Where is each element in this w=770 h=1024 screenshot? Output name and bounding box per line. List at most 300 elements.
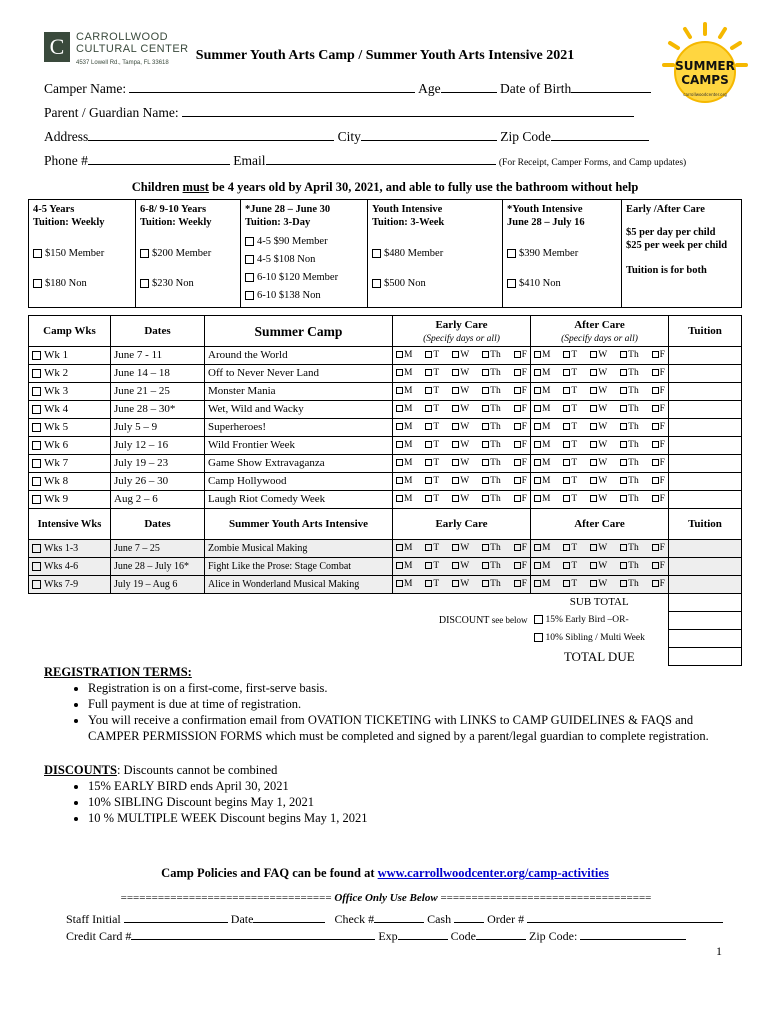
early-care-days (393, 437, 531, 455)
day-checkbox[interactable]: F (652, 455, 665, 472)
discount-item: • 15% EARLY BIRD ends April 30, 2021 (88, 778, 734, 794)
checkbox[interactable] (372, 279, 381, 288)
week-theme: Superheroes! (205, 419, 393, 437)
after-care-days (531, 437, 669, 455)
week-theme: Off to Never Never Land (205, 365, 393, 383)
office-row-1: Staff Initial Date Check # Cash Order # (66, 910, 723, 927)
parent-line (44, 104, 634, 121)
checkbox[interactable] (372, 249, 381, 258)
day-checkbox[interactable]: W (590, 383, 607, 400)
logo-line2: CULTURAL CENTER (76, 43, 189, 55)
day-checkbox[interactable]: W (452, 347, 469, 364)
tuition-field[interactable] (669, 540, 742, 558)
logo-mark: C (44, 32, 70, 62)
day-checkbox[interactable]: F (514, 558, 527, 575)
day-checkbox[interactable]: F (514, 401, 527, 418)
day-checkbox[interactable]: F (652, 347, 665, 364)
tuition-field[interactable] (669, 347, 742, 365)
day-checkbox[interactable]: T (563, 347, 577, 364)
day-checkbox[interactable]: Th (620, 437, 639, 454)
col-camp-wks: Camp Wks (29, 316, 111, 347)
table-row (29, 576, 742, 594)
camper-line (44, 80, 651, 97)
after-care-days (531, 540, 669, 558)
day-checkbox[interactable]: M (534, 473, 550, 490)
day-checkbox[interactable]: Th (620, 419, 639, 436)
day-checkbox[interactable]: W (452, 540, 469, 557)
parent-label: Parent / Guardian Name: (44, 105, 179, 120)
tuition-field[interactable] (669, 437, 742, 455)
day-checkbox[interactable]: Th (482, 455, 501, 472)
early-care-days (393, 540, 531, 558)
day-checkbox[interactable]: T (425, 473, 439, 490)
email-note: (For Receipt, Camper Forms, and Camp updates) (498, 158, 687, 168)
day-checkbox[interactable]: T (563, 365, 577, 382)
week-checkbox[interactable]: Wk 9 (29, 491, 111, 509)
terms-list (44, 680, 734, 744)
week-dates: June 28 – July 16* (111, 558, 205, 576)
day-checkbox[interactable]: M (534, 455, 550, 472)
tuition-col-4-5: 4-5 Years Tuition: Weekly $150 Member $180 Non (29, 200, 136, 308)
week-theme: Wet, Wild and Wacky (205, 401, 393, 419)
day-checkbox[interactable]: Th (482, 437, 501, 454)
day-checkbox[interactable]: F (514, 419, 527, 436)
camper-name-label: Camper Name: (44, 81, 127, 96)
tuition-field[interactable] (669, 473, 742, 491)
day-checkbox[interactable]: M (396, 347, 412, 364)
day-checkbox[interactable]: F (514, 455, 527, 472)
tuition-field[interactable] (669, 419, 742, 437)
tuition-col-6-10: 6-8/ 9-10 Years Tuition: Weekly $200 Member $230 Non (136, 200, 241, 308)
col-intensive-dates: Dates (111, 509, 205, 540)
week-checkbox[interactable]: Wk 3 (29, 383, 111, 401)
day-checkbox[interactable]: Th (482, 383, 501, 400)
day-checkbox[interactable]: W (452, 419, 469, 436)
phone-field[interactable] (88, 152, 230, 165)
date-field[interactable] (253, 910, 325, 923)
early-care-days (393, 401, 531, 419)
col-summer-camp: Summer Camp (205, 316, 393, 347)
day-checkbox[interactable]: M (534, 576, 550, 593)
week-checkbox[interactable]: Wk 1 (29, 347, 111, 365)
day-checkbox[interactable]: T (563, 540, 577, 557)
day-checkbox[interactable]: T (425, 419, 439, 436)
week-checkbox[interactable]: Wks 7-9 (29, 576, 111, 594)
early-care-days (393, 347, 531, 365)
tuition-col-intensive-short: *Youth Intensive June 28 – July 16 $390 Member $410 Non (503, 200, 622, 308)
summer-camps-badge (662, 22, 748, 108)
cash-field[interactable] (454, 910, 484, 923)
day-checkbox[interactable]: Th (620, 576, 639, 593)
day-checkbox[interactable]: F (514, 576, 527, 593)
week-theme: Laugh Riot Comedy Week (205, 491, 393, 509)
day-checkbox[interactable]: W (590, 576, 607, 593)
col-tuition: Tuition (669, 316, 742, 347)
svg-text:CAMPS: CAMPS (681, 73, 729, 87)
week-dates: July 19 – 23 (111, 455, 205, 473)
day-checkbox[interactable]: T (425, 401, 439, 418)
exp-field[interactable] (398, 927, 448, 940)
email-field[interactable] (266, 152, 496, 165)
col-dates: Dates (111, 316, 205, 347)
day-checkbox[interactable]: F (652, 473, 665, 490)
code-field[interactable] (476, 927, 526, 940)
page-number: 1 (716, 944, 722, 958)
col-intensive-tuition: Tuition (669, 509, 742, 540)
week-dates: June 21 – 25 (111, 383, 205, 401)
policies-footer: Camp Policies and FAQ can be found at www.carrollwoodcenter.org/camp-activities (161, 866, 609, 880)
day-checkbox[interactable]: M (396, 455, 412, 472)
week-theme: Game Show Extravaganza (205, 455, 393, 473)
after-care-days (531, 347, 669, 365)
day-checkbox[interactable]: T (425, 455, 439, 472)
day-checkbox[interactable]: W (452, 491, 469, 508)
day-checkbox[interactable]: T (425, 491, 439, 508)
day-checkbox[interactable]: T (425, 558, 439, 575)
day-checkbox[interactable]: M (396, 383, 412, 400)
tuition-field[interactable] (669, 491, 742, 509)
credit-card-field[interactable] (131, 927, 375, 940)
day-checkbox[interactable]: Th (620, 473, 639, 490)
after-care-days (531, 558, 669, 576)
day-checkbox[interactable]: M (396, 473, 412, 490)
day-checkbox[interactable]: M (534, 401, 550, 418)
week-dates: June 7 - 11 (111, 347, 205, 365)
terms-item: • You will receive a confirmation email from OVATION TICKETING with LINKS to CAMP GUIDELINES & FAQS and CAMPER PERMISSION FORMS which must be completed and signed by a parent/legal guardian to complete registration. (88, 712, 734, 744)
day-checkbox[interactable]: F (652, 576, 665, 593)
tuition-field[interactable] (669, 558, 742, 576)
week-dates: June 28 – 30* (111, 401, 205, 419)
terms-item: • Registration is on a first-come, first-serve basis. (88, 680, 734, 696)
checkbox[interactable] (507, 249, 516, 258)
discount-field-2[interactable] (669, 630, 742, 648)
day-checkbox[interactable]: W (590, 365, 607, 382)
day-checkbox[interactable]: T (425, 365, 439, 382)
day-checkbox[interactable]: Th (482, 540, 501, 557)
table-row (29, 437, 742, 455)
table-row (29, 558, 742, 576)
age-field[interactable] (441, 80, 497, 93)
week-theme: Around the World (205, 347, 393, 365)
col-early-care: Early Care (Specify days or all) (393, 316, 531, 347)
office-row-2: Credit Card # Exp Code Zip Code: (66, 927, 686, 944)
day-checkbox[interactable]: T (425, 437, 439, 454)
checkbox[interactable] (245, 273, 254, 282)
schedule-table (28, 315, 742, 666)
day-checkbox[interactable]: Th (620, 540, 639, 557)
day-checkbox[interactable]: M (534, 365, 550, 382)
week-dates: July 12 – 16 (111, 437, 205, 455)
col-intensive-early: Early Care (393, 509, 531, 540)
day-checkbox[interactable]: M (534, 540, 550, 557)
day-checkbox[interactable]: T (563, 558, 577, 575)
day-checkbox[interactable]: F (514, 473, 527, 490)
day-checkbox[interactable]: M (396, 437, 412, 454)
early-care-days (393, 473, 531, 491)
day-checkbox[interactable]: W (452, 558, 469, 575)
checkbox[interactable] (245, 237, 254, 246)
discount-item: • 10% SIBLING Discount begins May 1, 2021 (88, 794, 734, 810)
tuition-table (28, 199, 742, 308)
after-care-days (531, 383, 669, 401)
tuition-field[interactable] (669, 576, 742, 594)
checkbox[interactable] (245, 291, 254, 300)
discount-early-bird[interactable]: 15% Early Bird –OR- (531, 612, 669, 630)
table-row (29, 491, 742, 509)
day-checkbox[interactable]: M (396, 540, 412, 557)
day-checkbox[interactable]: Th (620, 365, 639, 382)
day-checkbox[interactable]: F (514, 491, 527, 508)
check-field[interactable] (374, 910, 424, 923)
svg-text:SUMMER: SUMMER (675, 59, 735, 73)
zip-field[interactable] (551, 128, 649, 141)
age-requirement: Children must be 4 years old by April 30, 2021, and able to fully use the bathroom without help (131, 180, 639, 194)
day-checkbox[interactable]: T (425, 576, 439, 593)
day-checkbox[interactable]: M (534, 558, 550, 575)
camper-name-field[interactable] (129, 80, 415, 93)
day-checkbox[interactable]: T (563, 419, 577, 436)
zip-label: Zip Code (500, 129, 551, 144)
tuition-field[interactable] (669, 401, 742, 419)
day-checkbox[interactable]: W (452, 401, 469, 418)
day-checkbox[interactable]: W (452, 576, 469, 593)
subtotal-field[interactable] (669, 594, 742, 612)
day-checkbox[interactable]: Th (620, 383, 639, 400)
day-checkbox[interactable]: F (652, 558, 665, 575)
tuition-col-intensive: Youth Intensive Tuition: 3-Week $480 Member $500 Non (368, 200, 503, 308)
col-intensive-after: After Care (531, 509, 669, 540)
week-checkbox[interactable]: Wk 5 (29, 419, 111, 437)
subtotal-label: SUB TOTAL (569, 596, 629, 608)
early-care-days (393, 365, 531, 383)
day-checkbox[interactable]: W (590, 540, 607, 557)
day-checkbox[interactable]: W (452, 455, 469, 472)
tuition-col-care: Early /After Care $5 per day per child $25 per week per child Tuition is for both (622, 200, 742, 308)
day-checkbox[interactable]: M (396, 419, 412, 436)
city-label: City (337, 129, 361, 144)
week-checkbox[interactable]: Wk 4 (29, 401, 111, 419)
tuition-field[interactable] (669, 455, 742, 473)
day-checkbox[interactable]: F (652, 491, 665, 508)
day-checkbox[interactable]: Th (620, 558, 639, 575)
week-dates: July 5 – 9 (111, 419, 205, 437)
day-checkbox[interactable]: M (534, 419, 550, 436)
week-dates: July 26 – 30 (111, 473, 205, 491)
early-care-days (393, 576, 531, 594)
page-title: Summer Youth Arts Camp / Summer Youth Arts Intensive 2021 (195, 48, 575, 63)
day-checkbox[interactable]: W (590, 347, 607, 364)
week-theme: Monster Mania (205, 383, 393, 401)
table-row (29, 473, 742, 491)
discounts-heading: DISCOUNTS: Discounts cannot be combined (44, 763, 278, 777)
day-checkbox[interactable]: T (563, 473, 577, 490)
day-checkbox[interactable]: F (652, 401, 665, 418)
week-dates: Aug 2 – 6 (111, 491, 205, 509)
day-checkbox[interactable]: M (534, 491, 550, 508)
city-field[interactable] (361, 128, 497, 141)
address-line (44, 128, 649, 145)
checkbox[interactable] (140, 279, 149, 288)
day-checkbox[interactable]: F (514, 437, 527, 454)
week-dates: June 7 – 25 (111, 540, 205, 558)
after-care-days (531, 455, 669, 473)
logo-line1: CARROLLWOOD (76, 31, 169, 43)
email-label: Email (233, 153, 266, 168)
office-use-divider: ================================== Office Only Use Below ================================== (120, 892, 652, 904)
day-checkbox[interactable]: T (425, 383, 439, 400)
early-care-days (393, 491, 531, 509)
order-field[interactable] (527, 910, 723, 923)
day-checkbox[interactable]: M (534, 347, 550, 364)
logo-address: 4537 Lowell Rd., Tampa, FL 33618 (76, 60, 169, 66)
after-care-days (531, 401, 669, 419)
day-checkbox[interactable]: Th (620, 491, 639, 508)
day-checkbox[interactable]: Th (620, 401, 639, 418)
day-checkbox[interactable]: F (514, 365, 527, 382)
day-checkbox[interactable]: W (590, 419, 607, 436)
day-checkbox[interactable]: F (514, 540, 527, 557)
day-checkbox[interactable]: M (534, 383, 550, 400)
week-checkbox[interactable]: Wk 7 (29, 455, 111, 473)
checkbox[interactable] (33, 249, 42, 258)
day-checkbox[interactable]: T (563, 576, 577, 593)
early-care-days (393, 558, 531, 576)
after-care-days (531, 491, 669, 509)
day-checkbox[interactable]: W (452, 437, 469, 454)
terms-heading: REGISTRATION TERMS: (44, 665, 192, 679)
day-checkbox[interactable]: W (590, 455, 607, 472)
checkbox[interactable] (140, 249, 149, 258)
day-checkbox[interactable]: W (452, 365, 469, 382)
day-checkbox[interactable]: W (590, 558, 607, 575)
day-checkbox[interactable]: Th (482, 473, 501, 490)
day-checkbox[interactable]: W (452, 383, 469, 400)
week-theme: Zombie Musical Making (205, 540, 393, 558)
after-care-days (531, 576, 669, 594)
early-care-days (393, 383, 531, 401)
day-checkbox[interactable]: M (396, 401, 412, 418)
day-checkbox[interactable]: W (590, 401, 607, 418)
day-checkbox[interactable]: T (563, 401, 577, 418)
address-field[interactable] (88, 128, 334, 141)
day-checkbox[interactable]: F (652, 437, 665, 454)
table-row (29, 540, 742, 558)
total-due-label: TOTAL DUE (563, 648, 635, 664)
week-theme: Fight Like the Prose: Stage Combat (205, 558, 393, 576)
checkbox[interactable] (33, 279, 42, 288)
table-row (29, 347, 742, 365)
day-checkbox[interactable]: F (514, 383, 527, 400)
week-theme: Camp Hollywood (205, 473, 393, 491)
table-row (29, 383, 742, 401)
parent-field[interactable] (182, 104, 634, 117)
day-checkbox[interactable]: M (534, 437, 550, 454)
week-checkbox[interactable]: Wk 8 (29, 473, 111, 491)
day-checkbox[interactable]: T (563, 455, 577, 472)
day-checkbox[interactable]: T (563, 383, 577, 400)
discount-item: • 10 % MULTIPLE WEEK Discount begins May 1, 2021 (88, 810, 734, 826)
phone-line (44, 152, 686, 169)
day-checkbox[interactable]: M (396, 491, 412, 508)
day-checkbox[interactable]: W (590, 491, 607, 508)
dob-field[interactable] (571, 80, 651, 93)
office-zip-field[interactable] (580, 927, 686, 940)
day-checkbox[interactable]: Th (482, 347, 501, 364)
week-theme: Wild Frontier Week (205, 437, 393, 455)
day-checkbox[interactable]: F (652, 419, 665, 436)
week-dates: July 19 – Aug 6 (111, 576, 205, 594)
after-care-days (531, 473, 669, 491)
day-checkbox[interactable]: F (514, 347, 527, 364)
day-checkbox[interactable]: F (652, 540, 665, 557)
week-checkbox[interactable]: Wk 2 (29, 365, 111, 383)
day-checkbox[interactable]: Th (482, 576, 501, 593)
discount-label: DISCOUNT see below (438, 614, 528, 626)
after-care-days (531, 419, 669, 437)
day-checkbox[interactable]: T (563, 437, 577, 454)
table-row (29, 419, 742, 437)
checkbox[interactable] (507, 279, 516, 288)
total-due-field[interactable] (669, 648, 742, 666)
tuition-field[interactable] (669, 383, 742, 401)
day-checkbox[interactable]: T (563, 491, 577, 508)
week-checkbox[interactable]: Wk 6 (29, 437, 111, 455)
day-checkbox[interactable]: T (425, 347, 439, 364)
day-checkbox[interactable]: F (652, 383, 665, 400)
day-checkbox[interactable]: W (590, 473, 607, 490)
early-care-days (393, 455, 531, 473)
after-care-days (531, 365, 669, 383)
col-intensive-title: Summer Youth Arts Intensive (205, 509, 393, 540)
camp-activities-link[interactable]: www.carrollwoodcenter.org/camp-activities (377, 866, 609, 880)
col-intensive-wks: Intensive Wks (29, 509, 111, 540)
week-checkbox[interactable]: Wks 1-3 (29, 540, 111, 558)
day-checkbox[interactable]: M (396, 558, 412, 575)
day-checkbox[interactable]: M (396, 365, 412, 382)
checkbox[interactable] (245, 255, 254, 264)
day-checkbox[interactable]: W (590, 437, 607, 454)
discount-field[interactable] (669, 612, 742, 630)
early-care-days (393, 419, 531, 437)
tuition-col-3day: *June 28 – June 30 Tuition: 3-Day 4-5 $90 Member 4-5 $108 Non 6-10 $120 Member 6-10 $138 Non (241, 200, 368, 308)
phone-label: Phone # (44, 153, 88, 168)
day-checkbox[interactable]: Th (620, 455, 639, 472)
week-dates: June 14 – 18 (111, 365, 205, 383)
day-checkbox[interactable]: M (396, 576, 412, 593)
day-checkbox[interactable]: W (452, 473, 469, 490)
day-checkbox[interactable]: Th (482, 558, 501, 575)
address-label: Address (44, 129, 89, 144)
tuition-field[interactable] (669, 365, 742, 383)
col-after-care: After Care (Specify days or all) (531, 316, 669, 347)
week-theme: Alice in Wonderland Musical Making (205, 576, 393, 594)
discounts-list (44, 778, 734, 826)
day-checkbox[interactable]: T (425, 540, 439, 557)
day-checkbox[interactable]: F (652, 365, 665, 382)
day-checkbox[interactable]: Th (482, 491, 501, 508)
table-row (29, 455, 742, 473)
discount-sibling[interactable]: 10% Sibling / Multi Week (531, 630, 669, 648)
staff-initial-field[interactable] (124, 910, 228, 923)
table-row (29, 401, 742, 419)
day-checkbox[interactable]: Th (482, 419, 501, 436)
day-checkbox[interactable]: Th (620, 347, 639, 364)
registration-terms (44, 664, 734, 826)
day-checkbox[interactable]: Th (482, 401, 501, 418)
day-checkbox[interactable]: Th (482, 365, 501, 382)
week-checkbox[interactable]: Wks 4-6 (29, 558, 111, 576)
age-label: Age (418, 81, 441, 96)
